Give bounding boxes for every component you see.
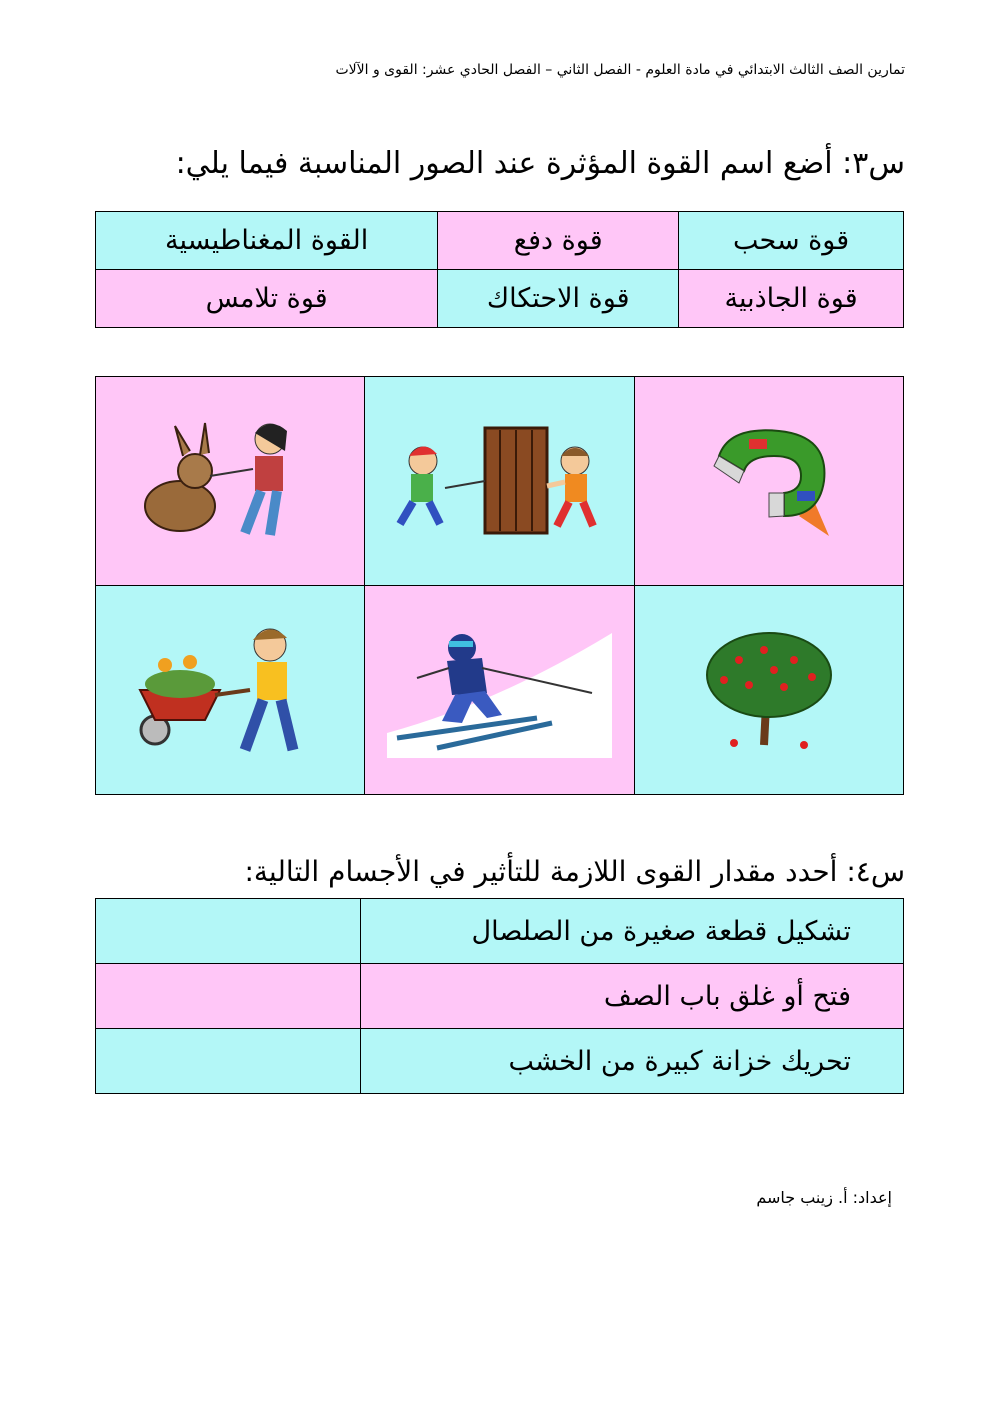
q4-item-door: فتح أو غلق باب الصف xyxy=(360,964,903,1029)
man-pulling-donkey-icon xyxy=(135,411,325,551)
q4-item-cabinet: تحريك خزانة كبيرة من الخشب xyxy=(360,1029,903,1094)
force-terms-table xyxy=(95,211,904,328)
force-amount-table xyxy=(95,898,904,1094)
picture-cell-man-donkey[interactable] xyxy=(96,377,365,586)
term-pull-force: قوة سحب xyxy=(679,212,904,270)
picture-cell-magnet[interactable] xyxy=(635,377,904,586)
page-header: تمارين الصف الثالث الابتدائي في مادة العلوم - الفصل الثاني – الفصل الحادي عشر: القوى و الآلات xyxy=(335,62,905,78)
skier-icon xyxy=(387,623,612,758)
kids-pushing-box-icon xyxy=(385,416,615,546)
q4-answer-cabinet[interactable] xyxy=(96,1029,361,1094)
term-magnetic-force: القوة المغناطيسية xyxy=(96,212,438,270)
picture-cell-boy-wheelbarrow[interactable] xyxy=(96,586,365,795)
picture-cell-apple-tree[interactable] xyxy=(635,586,904,795)
question-3-title: س٣: أضع اسم القوة المؤثرة عند الصور المناسبة فيما يلي: xyxy=(175,146,905,181)
q4-answer-clay[interactable] xyxy=(96,899,361,964)
author-credit: إعداد: أ. زينب جاسم xyxy=(756,1188,892,1207)
term-push-force: قوة دفع xyxy=(438,212,679,270)
apple-tree-icon xyxy=(694,625,844,755)
q4-answer-door[interactable] xyxy=(96,964,361,1029)
term-contact-force: قوة تلامس xyxy=(96,270,438,328)
magnet-icon xyxy=(689,421,849,541)
question-4-title: س٤: أحدد مقدار القوى اللازمة للتأثير في الأجسام التالية: xyxy=(244,855,905,888)
pictures-table xyxy=(95,376,904,795)
q4-item-clay: تشكيل قطعة صغيرة من الصلصال xyxy=(360,899,903,964)
term-gravity-force: قوة الجاذبية xyxy=(679,270,904,328)
picture-cell-skier[interactable] xyxy=(365,586,635,795)
boy-wheelbarrow-icon xyxy=(125,620,335,760)
term-friction-force: قوة الاحتكاك xyxy=(438,270,679,328)
picture-cell-kids-box[interactable] xyxy=(365,377,635,586)
